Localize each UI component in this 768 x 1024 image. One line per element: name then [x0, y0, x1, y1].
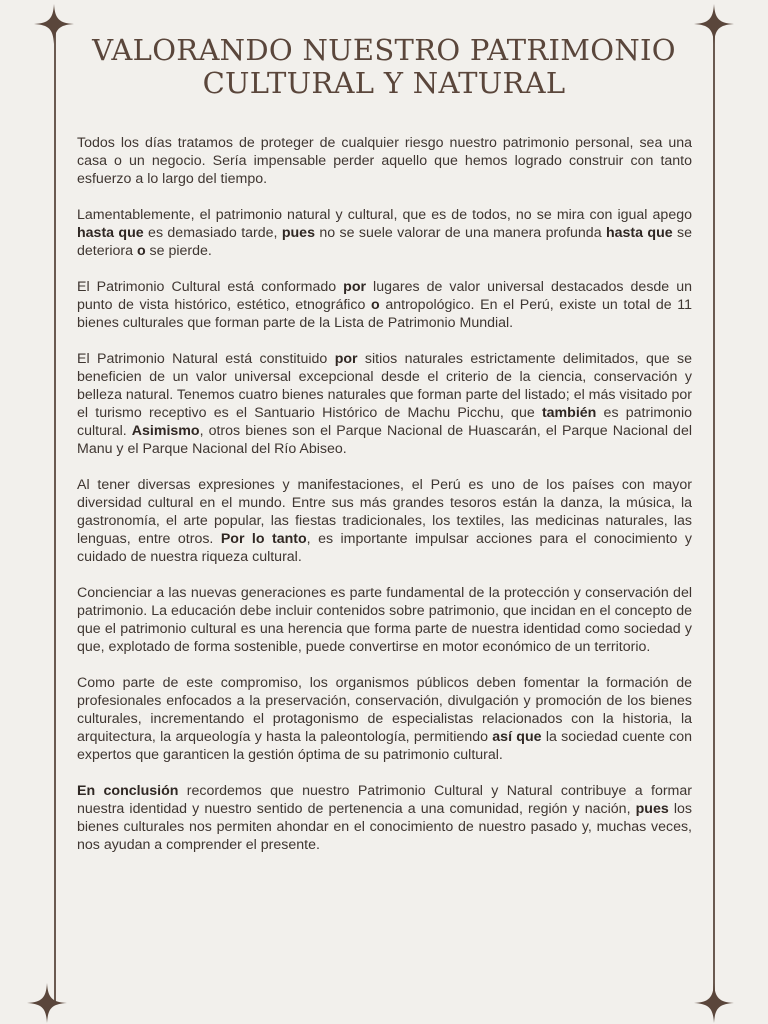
paragraph-text: no se suele valorar de una manera profunda: [314, 225, 606, 241]
paragraph-text: Todos los días tratamos de proteger de cualquier riesgo nuestro patrimonio personal, sea una casa o un negocio. Sería impensable perder aquello que hemos logrado construir con tanto esfuerzo a lo largo del tiempo.: [77, 135, 692, 187]
paragraph-text: Como parte de este compromiso, los organismos públicos deben fomentar la formación de profesionales enfocados a la preservación, conservación, divulgación y promoción de los bienes culturales, incrementando el protagonismo de especialistas relacionados con la historia, la arquitectura, la arqueología y hasta la paleontología, permitiendo: [77, 675, 692, 745]
bold-connector: por: [343, 279, 367, 295]
paragraph-8: [77, 782, 692, 854]
paragraph-text: El Patrimonio Natural está constituido: [77, 351, 335, 367]
paragraph-text: antropológico. En el Perú, existe un total de 11 bienes culturales que forman parte de la Lista de Patrimonio Mundial.: [77, 297, 692, 331]
paragraph-3: [77, 278, 692, 332]
paragraph-text: El Patrimonio Cultural está conformado: [77, 279, 344, 295]
paragraph-text: se deteriora: [77, 225, 693, 259]
frame-right-line: [713, 22, 715, 1002]
article-body: [77, 134, 692, 872]
bold-connector: hasta que: [605, 225, 673, 241]
paragraph-text: , es importante impulsar acciones para el conocimiento y cuidado de nuestra riqueza cultural.: [77, 531, 692, 565]
bold-connector: hasta que: [77, 225, 144, 241]
bold-connector: Asimismo: [131, 423, 200, 439]
paragraph-2: [77, 206, 692, 260]
bold-connector: así que: [492, 729, 542, 745]
bold-connector: pues: [281, 225, 315, 241]
paragraph-6: [77, 584, 692, 656]
four-point-star-icon: [694, 983, 734, 1023]
paragraph-text: sitios naturales estrictamente delimitados, que se beneficien de un valor universal excepcional desde el criterio de la ciencia, conservación y belleza natural. Tenemos cuatro bienes naturales que forman parte del listado; el más visitado por el turismo receptivo es el Santuario Histórico de Machu Picchu, que: [77, 351, 693, 421]
paragraph-text: recordemos que nuestro Patrimonio Cultural y Natural contribuye a formar nuestra identidad y nuestro sentido de pertenencia a una comunidad, región y nación,: [77, 783, 692, 817]
paragraph-text: es demasiado tarde,: [143, 225, 282, 241]
paragraph-7: [77, 674, 692, 764]
paragraph-text: Concienciar a las nuevas generaciones es parte fundamental de la protección y conservación del patrimonio. La educación debe incluir contenidos sobre patrimonio, que incidan en el concepto de que el patrimonio cultural es una herencia que forma parte de nuestra identidad como sociedad y que, explotado de forma sostenible, puede convertirse en motor económico de un territorio.: [77, 585, 692, 655]
paragraph-text: los bienes culturales nos permiten ahondar en el conocimiento de nuestro pasado y, muchas veces, nos ayudan a comprender el presente.: [77, 801, 692, 853]
frame-left-line: [54, 22, 56, 1002]
bold-connector: En conclusión: [77, 783, 179, 799]
paragraph-text: Lamentablemente, el patrimonio natural y cultural, que es de todos, no se mira con igual apego: [77, 207, 692, 223]
bold-connector: también: [541, 405, 597, 421]
paragraph-text: se pierde.: [145, 243, 212, 259]
bold-connector: pues: [635, 801, 669, 817]
paragraph-1: [77, 134, 692, 188]
four-point-star-icon: [27, 983, 67, 1023]
bold-connector: o: [371, 297, 380, 313]
paragraph-text: la sociedad cuente con expertos que garanticen la gestión óptima de su patrimonio cultural.: [77, 729, 693, 763]
bold-connector: Por lo tanto: [220, 531, 307, 547]
paragraph-text: es patrimonio cultural.: [77, 405, 692, 439]
paragraph-4: [77, 350, 692, 458]
bold-connector: o: [136, 243, 146, 259]
paragraph-text: lugares de valor universal destacados desde un punto de vista histórico, estético, etnográfico: [77, 279, 692, 313]
bold-connector: por: [334, 351, 358, 367]
page-title: VALORANDO NUESTRO PATRIMONIO CULTURAL Y NATURAL: [92, 33, 676, 100]
paragraph-text: Al tener diversas expresiones y manifestaciones, el Perú es uno de los países con mayor diversidad cultural en el mundo. Entre sus más grandes tesoros están la danza, la música, la gastronomía, el arte popular, las fiestas tradicionales, los textiles, las medicinas naturales, las lenguas, entre otros.: [77, 477, 692, 547]
paragraph-5: [77, 476, 692, 566]
paragraph-text: , otros bienes son el Parque Nacional de Huascarán, el Parque Nacional del Manu y el Parque Nacional del Río Abiseo.: [77, 423, 692, 457]
